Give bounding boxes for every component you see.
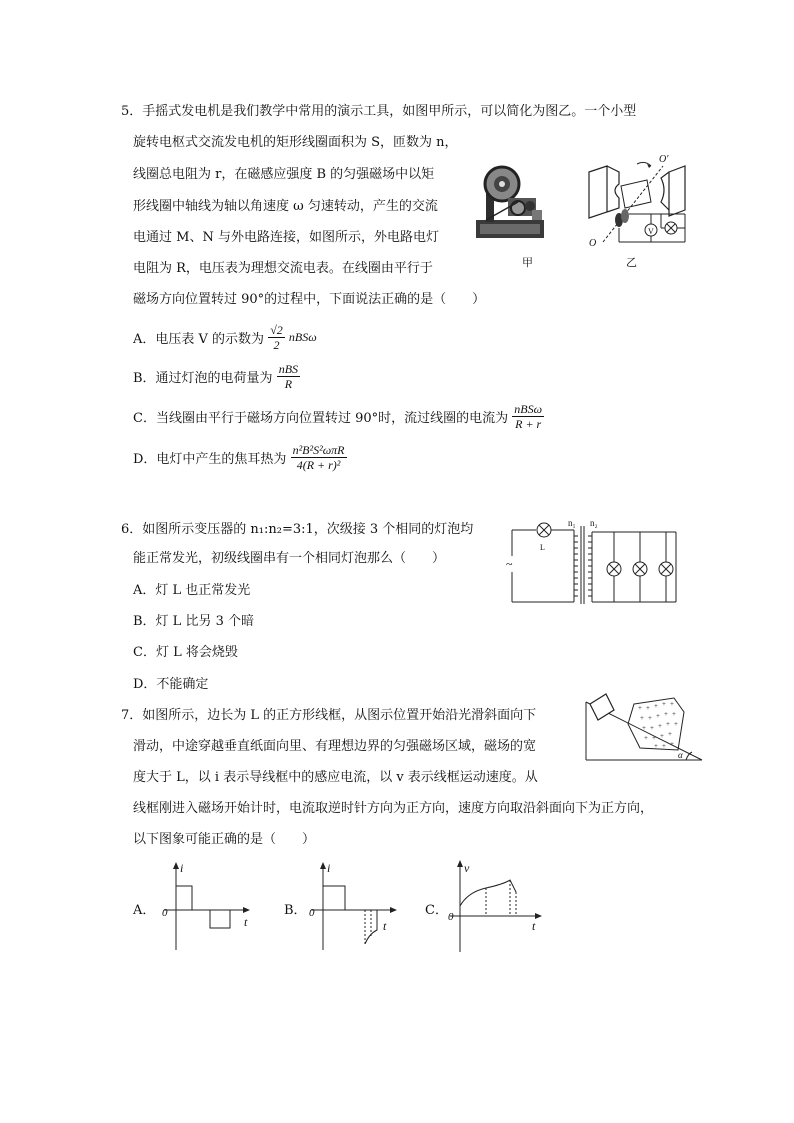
q7-line-3: 度大于 L，以 i 表示导线框中的感应电流，以 v 表示线框运动速度。从: [133, 770, 538, 785]
q6-option-d: D．不能确定: [133, 677, 209, 692]
svg-text:t: t: [532, 919, 536, 933]
q5-line-1: 5．手摇式发电机是我们教学中常用的演示工具，如图甲所示，可以简化为图乙。一个小型: [121, 104, 637, 119]
svg-text:+: +: [672, 710, 676, 718]
q5-option-a: [133, 323, 317, 352]
q5-option-c-text: C．当线圈由平行于磁场方向位置转过 90°时，流过线圈的电流为: [133, 411, 509, 426]
svg-text:+: +: [664, 710, 668, 718]
svg-text:+: +: [654, 702, 658, 710]
svg-text:+: +: [644, 734, 648, 742]
svg-text:+: +: [670, 740, 674, 748]
q6-option-a: A．灯 L 也正常发光: [133, 583, 251, 598]
svg-text:+: +: [674, 720, 678, 728]
q6-option-c: C．灯 L 将会烧毁: [133, 645, 238, 660]
q5-line-3: 线圈总电阻为 r，在磁感应强度 B 的匀强磁场中以矩: [133, 167, 435, 182]
svg-text:~: ~: [506, 557, 513, 571]
q5-option-c-fraction: $\frac{\text{nBSω}}{R + r}$: [514, 402, 543, 431]
svg-text:L: L: [540, 543, 545, 552]
graph-c: [446, 858, 546, 956]
graph-b: [305, 860, 401, 956]
svg-text:+: +: [642, 724, 646, 732]
q5-option-b-fraction: $\frac{\text{nBS}}{R}$: [278, 362, 299, 391]
svg-text:+: +: [666, 720, 670, 728]
graph-a: [158, 860, 254, 956]
q5-option-a-fraction: $\frac{√2}{2}$: [270, 323, 283, 352]
svg-text:+: +: [638, 704, 642, 712]
svg-text:+: +: [646, 704, 650, 712]
q5-option-d-text: D．电灯中产生的焦耳热为: [133, 452, 287, 467]
q5-option-d: [133, 443, 347, 472]
q5-line-6: 电阻为 R，电压表为理想交流电表。在线圈由平行于: [133, 261, 433, 276]
q6-line-2: 能正常发光，初级线圈串有一个相同灯泡那么（ ）: [133, 551, 446, 566]
svg-text:V: V: [648, 227, 654, 236]
q5-option-a-text: A．电压表 V 的示数为: [133, 332, 265, 347]
svg-text:v: v: [464, 861, 470, 875]
q6-option-b: B．灯 L 比另 3 个暗: [133, 614, 254, 629]
figure-incline-magnetic-field: [582, 684, 704, 764]
svg-text:i: i: [180, 861, 184, 875]
svg-text:+: +: [660, 732, 664, 740]
q7-line-4: 线框刚进入磁场开始计时，电流取逆时针方向为正方向，速度方向取沿斜面向下为正方向，: [133, 801, 654, 816]
q7-line-5: 以下图象可能正确的是（ ）: [133, 832, 316, 847]
q7-line-1: 7．如图所示，边长为 L 的正方形线框，从图示位置开始沿光滑斜面向下: [121, 708, 537, 723]
svg-text:+: +: [670, 700, 674, 708]
figure-jia-label: 甲: [522, 256, 533, 269]
q5-line-4: 形线圈中轴线为轴以角速度 ω 匀速转动，产生的交流: [133, 199, 438, 214]
svg-text:0: 0: [448, 911, 454, 923]
svg-text:+: +: [650, 724, 654, 732]
svg-text:O: O: [589, 238, 597, 249]
figure-yi-label: 乙: [626, 256, 637, 269]
figure-transformer-circuit: [500, 516, 682, 608]
q7-line-2: 滑动，中途穿越垂直纸面向里、有理想边界的匀强磁场区域，磁场的宽: [133, 739, 537, 754]
svg-text:i: i: [327, 861, 331, 875]
q5-option-d-fraction: $\frac{\text{n²B²S²ωπR}}{\text{4(R + r)²}}$: [292, 443, 345, 472]
svg-text:+: +: [668, 730, 672, 738]
svg-text:n₂: n₂: [590, 518, 598, 528]
svg-text:α: α: [678, 750, 683, 760]
svg-text:+: +: [662, 700, 666, 708]
q5-line-5: 电通过 M、N 与外电路连接，如图所示，外电路电灯: [133, 230, 439, 245]
q5-option-b: [133, 362, 300, 391]
q5-option-a-tail: nBSω: [288, 330, 317, 344]
q5-line-7: 磁场方向位置转过 90°的过程中，下面说法正确的是（ ）: [133, 292, 486, 307]
svg-text:n₁: n₁: [568, 518, 576, 528]
svg-text:+: +: [648, 714, 652, 722]
q5-option-b-text: B．通过灯泡的电荷量为: [133, 371, 273, 386]
svg-text:0: 0: [162, 907, 168, 919]
figure-yi-generator-diagram: [585, 152, 697, 252]
graph-b-label: B．: [284, 903, 307, 918]
svg-text:+: +: [640, 714, 644, 722]
graph-c-label: C．: [425, 903, 448, 918]
svg-text:0: 0: [309, 907, 315, 919]
svg-text:+: +: [652, 734, 656, 742]
svg-text:O′: O′: [659, 154, 669, 165]
q6-line-1: 6．如图所示变压器的 n₁:n₂=3:1，次级接 3 个相同的灯泡均: [121, 522, 474, 537]
svg-text:t: t: [244, 915, 248, 929]
svg-text:t: t: [383, 919, 387, 933]
svg-text:+: +: [654, 742, 658, 750]
svg-text:+: +: [658, 722, 662, 730]
q5-line-2: 旋转电枢式交流发电机的矩形线圈面积为 S，匝数为 n，: [133, 135, 458, 150]
svg-text:+: +: [662, 742, 666, 750]
q5-option-c: [133, 402, 544, 431]
graph-a-label: A．: [133, 903, 156, 918]
figure-jia-hand-generator: [472, 162, 552, 244]
svg-text:+: +: [656, 712, 660, 720]
